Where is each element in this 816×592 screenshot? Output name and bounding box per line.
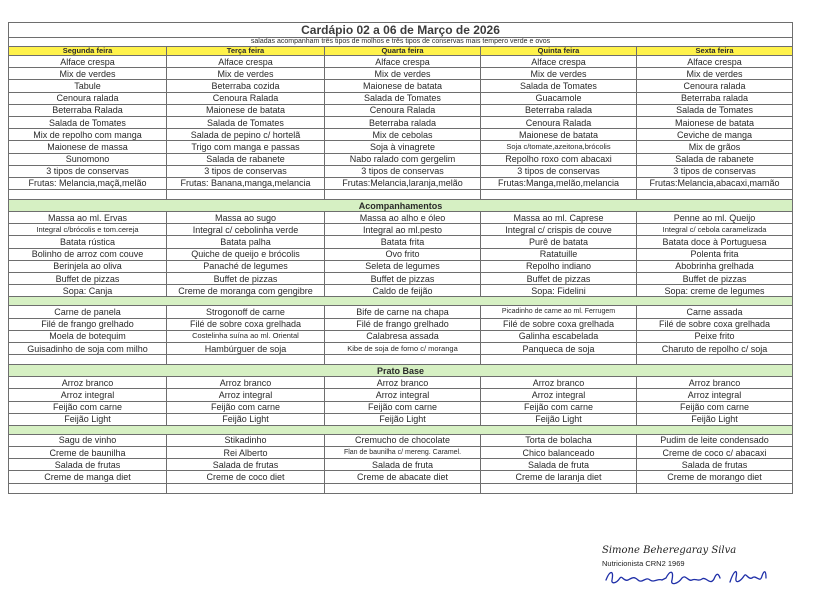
menu-cell: Cenoura ralada [9,92,167,104]
menu-cell: Feijão com carne [9,401,167,413]
menu-cell: Ratatuille [481,248,637,260]
menu-cell: Arroz branco [637,377,793,389]
menu-cell: Feijão Light [481,413,637,425]
menu-cell: Maionese de batata [481,129,637,141]
salad-row [9,165,793,177]
menu-cell [167,483,325,493]
menu-cell: Bolinho de arroz com couve [9,248,167,260]
menu-cell: Integral c/ crispis de couve [481,224,637,236]
menu-cell: Massa ao ml. Caprese [481,212,637,224]
menu-cell: Massa ao sugo [167,212,325,224]
menu-cell: Salada de frutas [637,459,793,471]
menu-cell: Creme de laranja diet [481,471,637,483]
menu-cell: Buffet de pizzas [167,273,325,285]
menu-cell: Peixe frito [637,330,793,342]
menu-cell: Massa ao ml. Ervas [9,212,167,224]
menu-cell: Seleta de legumes [325,260,481,272]
menu-cell: Feijão Light [637,413,793,425]
protein-row [9,318,793,330]
section-separator [9,297,793,306]
protein-row [9,306,793,318]
menu-cell: Salada de Tomates [481,80,637,92]
menu-cell: Feijão com carne [167,401,325,413]
day-header: Segunda feira [9,47,167,56]
menu-cell: Salada de Tomates [167,116,325,128]
menu-cell: Repolho roxo com abacaxi [481,153,637,165]
menu-cell: Chico balanceado [481,447,637,459]
menu-cell: 3 tipos de conservas [167,165,325,177]
menu-cell: Picadinho de carne ao ml. Ferrugem [481,306,637,318]
side-dish-row [9,248,793,260]
menu-cell: Batata palha [167,236,325,248]
menu-cell: Filé de sobre coxa grelhada [167,318,325,330]
menu-cell: Rei Alberto [167,447,325,459]
menu-cell: Pudim de leite condensado [637,434,793,446]
salad-row [9,141,793,153]
menu-cell: Beterraba ralada [325,116,481,128]
menu-cell: Maionese de massa [9,141,167,153]
menu-cell [325,190,481,200]
side-dish-row [9,236,793,248]
menu-cell [637,483,793,493]
menu-cell: 3 tipos de conservas [637,165,793,177]
menu-cell: Bife de carne na chapa [325,306,481,318]
menu-cell: Filé de frango grelhado [9,318,167,330]
menu-cell: Arroz integral [325,389,481,401]
menu-cell: Feijão Light [9,413,167,425]
menu-cell: Sopa: Canja [9,285,167,297]
menu-cell: Mix de cebolas [325,129,481,141]
signature-name: Simone Beheregaray Silva [602,545,737,556]
subtitle-row [9,38,793,47]
menu-cell: Ceviche de manga [637,129,793,141]
handwritten-signature [602,566,782,588]
signature-block [602,545,802,588]
menu-cell: Mix de grãos [637,141,793,153]
side-dish-row [9,285,793,297]
menu-cell: Cenoura Ralada [167,92,325,104]
separator-row [9,425,793,434]
section-header-row [9,365,793,377]
section-label: Prato Base [9,365,793,377]
menu-cell [637,190,793,200]
menu-cell: Frutas: Banana,manga,melancia [167,177,325,189]
menu-cell: Alface crespa [325,56,481,68]
menu-cell: Panaché de legumes [167,260,325,272]
menu-cell: Caldo de feijão [325,285,481,297]
side-dish-row [9,224,793,236]
menu-cell: Galinha escabelada [481,330,637,342]
menu-cell: Alface crespa [481,56,637,68]
menu-cell [481,355,637,365]
salad-row [9,177,793,189]
empty-row [9,483,793,493]
salad-row [9,80,793,92]
menu-cell: Guacamole [481,92,637,104]
dessert-row [9,459,793,471]
menu-cell: Feijão com carne [481,401,637,413]
salad-row [9,68,793,80]
menu-cell: Salada de frutas [9,459,167,471]
dessert-row [9,434,793,446]
menu-cell: Creme de coco c/ abacaxi [637,447,793,459]
day-header: Quinta feira [481,47,637,56]
menu-cell: Salada de Tomates [637,104,793,116]
signature-title: Nutricionista CRN2 1969 [602,559,685,568]
menu-cell [325,483,481,493]
menu-cell: Feijão Light [325,413,481,425]
menu-cell: Soja c/tomate,azeitona,brócolis [481,141,637,153]
salad-row [9,153,793,165]
menu-cell: Creme de morango diet [637,471,793,483]
menu-cell: Flan de baunilha c/ mereng. Caramel. [325,447,481,459]
menu-subtitle: saladas acompanham três tipos de molhos e três tipos de conservas mais tempero verde e ovos [9,38,793,47]
menu-cell: Sunomono [9,153,167,165]
menu-cell: Creme de manga diet [9,471,167,483]
menu-cell: Calabresa assada [325,330,481,342]
menu-cell: Strogonoff de carne [167,306,325,318]
separator-row [9,297,793,306]
menu-cell: Stikadinho [167,434,325,446]
section-separator [9,425,793,434]
menu-cell: Mix de repolho com manga [9,129,167,141]
menu-cell: Buffet de pizzas [637,273,793,285]
menu-cell: Maionese de batata [325,80,481,92]
menu-cell: Feijão com carne [325,401,481,413]
menu-cell: Salada de Tomates [9,116,167,128]
menu-cell: Cenoura Ralada [481,116,637,128]
side-dish-row [9,260,793,272]
menu-cell: Filé de frango grelhado [325,318,481,330]
menu-cell: Buffet de pizzas [9,273,167,285]
menu-cell: Arroz integral [481,389,637,401]
menu-cell [637,355,793,365]
menu-cell: Trigo com manga e passas [167,141,325,153]
menu-cell: Creme de coco diet [167,471,325,483]
menu-cell: Carne assada [637,306,793,318]
menu-cell: Feijão Light [167,413,325,425]
protein-row [9,330,793,342]
menu-table [8,22,793,494]
menu-cell: Integral c/ cebolinha verde [167,224,325,236]
day-header-row [9,47,793,56]
menu-cell: Filé de sobre coxa grelhada [637,318,793,330]
menu-cell: Penne ao ml. Queijo [637,212,793,224]
menu-cell: Beterraba ralada [637,92,793,104]
menu-cell: Arroz branco [325,377,481,389]
menu-cell: Arroz integral [167,389,325,401]
menu-cell: Frutas:Melancia,laranja,melão [325,177,481,189]
menu-cell: Batata doce à Portuguesa [637,236,793,248]
menu-cell: Cenoura Ralada [325,104,481,116]
menu-cell: 3 tipos de conservas [9,165,167,177]
menu-cell: Tabule [9,80,167,92]
menu-cell: Beterraba ralada [481,104,637,116]
menu-cell: Sopa: creme de legumes [637,285,793,297]
menu-cell [481,190,637,200]
menu-cell: Guisadinho de soja com milho [9,342,167,354]
menu-cell: Batata rústica [9,236,167,248]
menu-cell: Arroz branco [9,377,167,389]
menu-cell: Salada de fruta [325,459,481,471]
menu-cell: Arroz integral [637,389,793,401]
menu-cell: Buffet de pizzas [325,273,481,285]
menu-cell: Salada de frutas [167,459,325,471]
menu-cell: Mix de verdes [9,68,167,80]
menu-cell: Sagu de vinho [9,434,167,446]
menu-cell: Quiche de queijo e brócolis [167,248,325,260]
menu-cell: Repolho indiano [481,260,637,272]
menu-cell: Ovo frito [325,248,481,260]
menu-cell: Alface crespa [637,56,793,68]
menu-cell: Kibe de soja de forno c/ moranga [325,342,481,354]
base-dish-row [9,377,793,389]
menu-cell: Buffet de pizzas [481,273,637,285]
menu-cell: Salada de Tomates [325,92,481,104]
menu-cell: Integral c/ cebola caramelizada [637,224,793,236]
empty-row [9,355,793,365]
salad-row [9,56,793,68]
menu-cell: Cenoura ralada [637,80,793,92]
side-dish-row [9,273,793,285]
menu-cell: Berinjela ao oliva [9,260,167,272]
menu-cell: Purê de batata [481,236,637,248]
menu-title: Cardápio 02 a 06 de Março de 2026 [9,23,793,38]
menu-cell: Abobrinha grelhada [637,260,793,272]
base-dish-row [9,389,793,401]
menu-cell: Mix de verdes [325,68,481,80]
menu-cell: Beterraba Ralada [9,104,167,116]
menu-cell: Maionese de batata [167,104,325,116]
menu-cell: Alface crespa [167,56,325,68]
menu-cell: Salada de pepino c/ hortelã [167,129,325,141]
salad-row [9,116,793,128]
menu-cell: 3 tipos de conservas [325,165,481,177]
menu-cell: Arroz branco [167,377,325,389]
menu-cell: Arroz branco [481,377,637,389]
menu-cell: Integral ao ml.pesto [325,224,481,236]
menu-cell: Creme de abacate diet [325,471,481,483]
menu-cell: Creme de moranga com gengibre [167,285,325,297]
menu-cell: Batata frita [325,236,481,248]
menu-cell [325,355,481,365]
menu-cell: Charuto de repolho c/ soja [637,342,793,354]
menu-cell: Arroz integral [9,389,167,401]
day-header: Quarta feira [325,47,481,56]
dessert-row [9,447,793,459]
menu-cell: Salada de fruta [481,459,637,471]
base-dish-row [9,401,793,413]
menu-cell: Soja à vinagrete [325,141,481,153]
menu-cell: Cremucho de chocolate [325,434,481,446]
menu-cell: Frutas:Manga,melão,melancia [481,177,637,189]
menu-cell [481,483,637,493]
menu-cell: Frutas:Melancia,abacaxi,mamão [637,177,793,189]
menu-cell: Costelinha suína ao ml. Oriental [167,330,325,342]
menu-cell: Filé de sobre coxa grelhada [481,318,637,330]
menu-cell: Beterraba cozida [167,80,325,92]
menu-cell: Maionese de batata [637,116,793,128]
menu-cell: 3 tipos de conservas [481,165,637,177]
menu-cell: Mix de verdes [481,68,637,80]
section-header-row [9,200,793,212]
menu-cell: Hambúrguer de soja [167,342,325,354]
menu-cell: Massa ao alho e óleo [325,212,481,224]
menu-cell [9,355,167,365]
menu-cell: Salada de rabanete [637,153,793,165]
menu-cell: Salada de rabanete [167,153,325,165]
menu-cell [9,190,167,200]
dessert-row [9,471,793,483]
menu-cell: Sopa: Fidelini [481,285,637,297]
day-header: Terça feira [167,47,325,56]
salad-row [9,92,793,104]
side-dish-row [9,212,793,224]
menu-cell: Mix de verdes [167,68,325,80]
menu-cell: Nabo ralado com gergelim [325,153,481,165]
empty-row [9,190,793,200]
menu-cell: Alface crespa [9,56,167,68]
day-header: Sexta feira [637,47,793,56]
menu-cell: Torta de bolacha [481,434,637,446]
menu-cell: Feijão com carne [637,401,793,413]
salad-row [9,129,793,141]
menu-cell [167,190,325,200]
menu-cell: Carne de panela [9,306,167,318]
menu-cell: Creme de baunilha [9,447,167,459]
menu-cell [9,483,167,493]
section-label: Acompanhamentos [9,200,793,212]
protein-row [9,342,793,354]
menu-cell: Panqueca de soja [481,342,637,354]
menu-cell: Integral c/brócolis e tom.cereja [9,224,167,236]
title-row [9,23,793,38]
menu-cell [167,355,325,365]
menu-cell: Moela de botequim [9,330,167,342]
salad-row [9,104,793,116]
base-dish-row [9,413,793,425]
menu-cell: Mix de verdes [637,68,793,80]
menu-cell: Polenta frita [637,248,793,260]
menu-cell: Frutas: Melancia,maçã,melão [9,177,167,189]
